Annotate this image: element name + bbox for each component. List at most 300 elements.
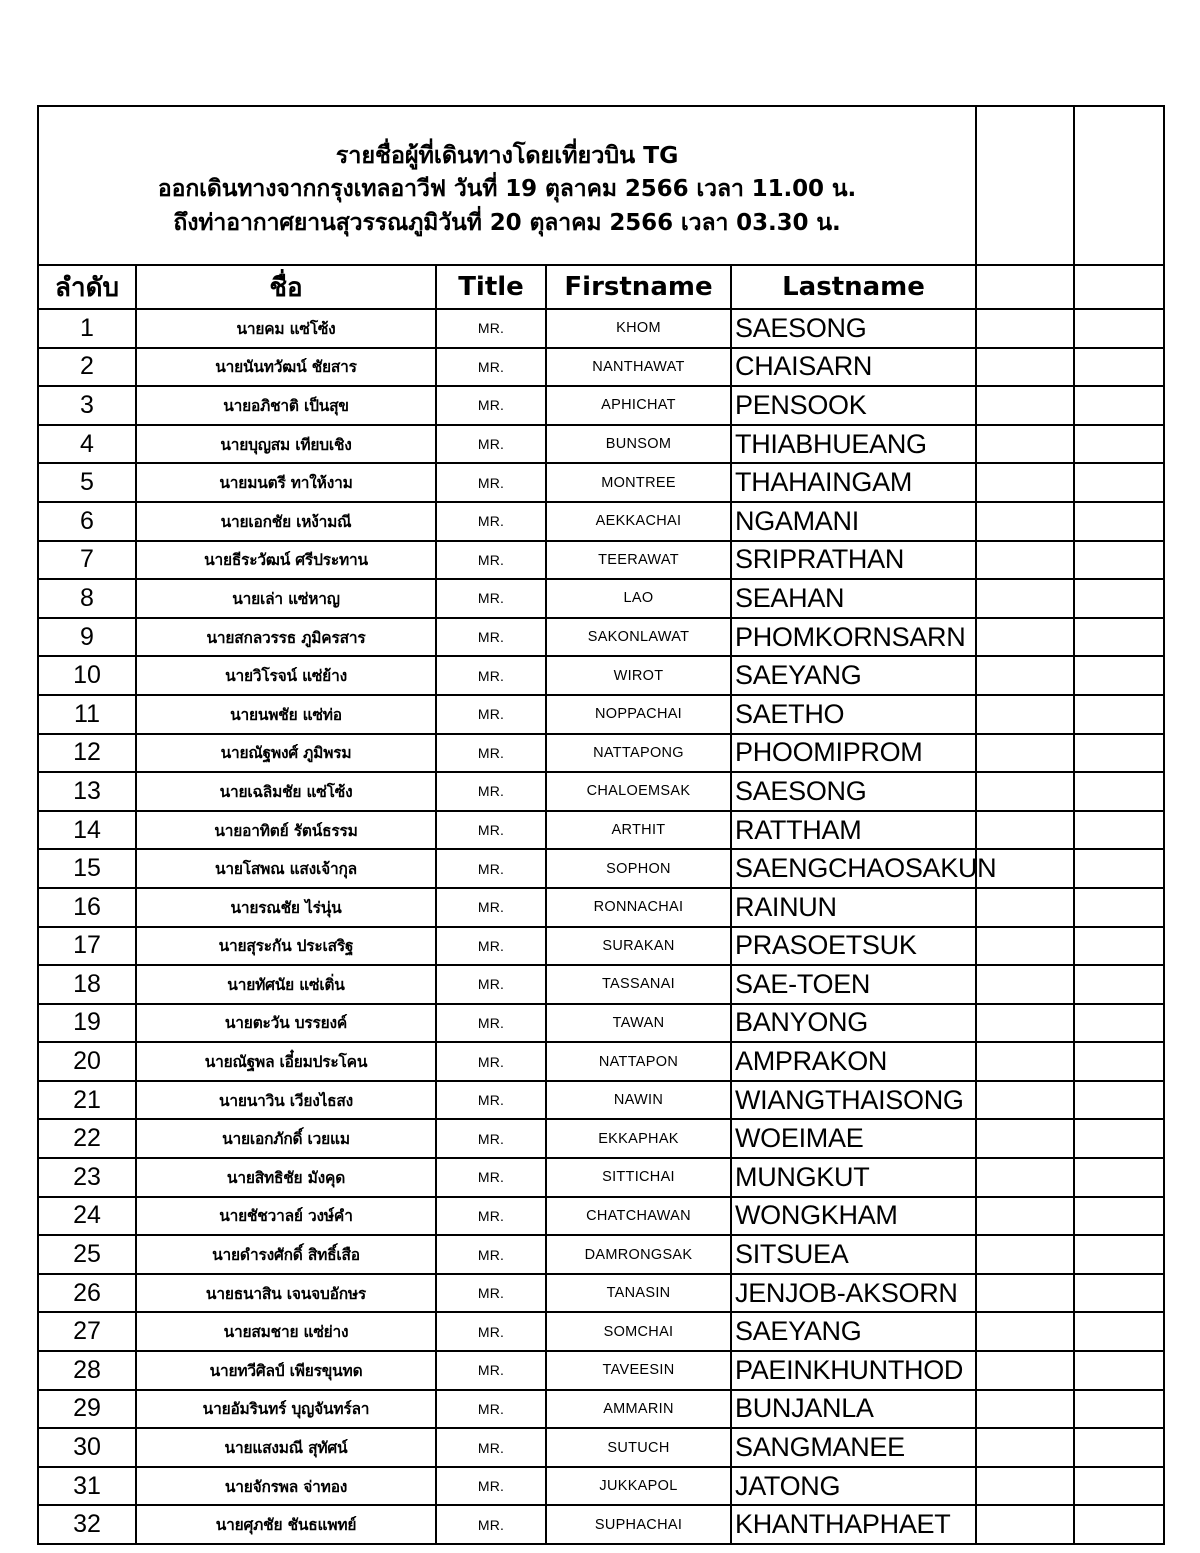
cell-firstname: SITTICHAI [546, 1158, 731, 1197]
cell-lastname [731, 425, 976, 464]
cell-extra-2 [1074, 1042, 1164, 1081]
cell-thai-name: นายโสพณ แสงเจ้ากุล [136, 849, 436, 888]
lastname-text: WIANGTHAISONG [735, 1084, 964, 1115]
cell-firstname: WIROT [546, 656, 731, 695]
cell-thai-name: นายจักรพล จ่าทอง [136, 1467, 436, 1506]
cell-lastname [731, 965, 976, 1004]
cell-firstname: NANTHAWAT [546, 348, 731, 387]
cell-thai-name: นายเอกภักดิ์ เวยแม [136, 1119, 436, 1158]
cell-title: MR. [436, 1042, 546, 1081]
cell-thai-name: นายคม แซ่โซ้ง [136, 309, 436, 348]
cell-firstname: TEERAWAT [546, 541, 731, 580]
cell-lastname [731, 1197, 976, 1236]
cell-extra-2 [1074, 541, 1164, 580]
table-row [38, 425, 1164, 464]
cell-extra-2 [1074, 1004, 1164, 1043]
cell-lastname [731, 1428, 976, 1467]
cell-extra-1 [976, 502, 1074, 541]
cell-extra-1 [976, 579, 1074, 618]
cell-extra-2 [1074, 463, 1164, 502]
title-row [38, 106, 1164, 265]
cell-firstname: ARTHIT [546, 811, 731, 850]
cell-firstname: EKKAPHAK [546, 1119, 731, 1158]
cell-extra-1 [976, 1119, 1074, 1158]
table-row [38, 1081, 1164, 1120]
column-header-extra-2 [1074, 265, 1164, 309]
cell-extra-2 [1074, 425, 1164, 464]
cell-thai-name: นายเอกชัย เหง้ามณี [136, 502, 436, 541]
cell-sequence: 21 [38, 1081, 136, 1120]
cell-extra-2 [1074, 309, 1164, 348]
table-row [38, 348, 1164, 387]
title-extra-cell-1 [976, 106, 1074, 265]
cell-lastname [731, 1081, 976, 1120]
cell-sequence: 20 [38, 1042, 136, 1081]
cell-title: MR. [436, 1312, 546, 1351]
cell-thai-name: นายมนตรี ทาให้งาม [136, 463, 436, 502]
document-title-block [38, 106, 976, 265]
cell-lastname [731, 1042, 976, 1081]
cell-sequence: 26 [38, 1274, 136, 1313]
lastname-text: SAEYANG [735, 660, 862, 691]
lastname-text: SANGMANEE [735, 1432, 905, 1463]
cell-extra-2 [1074, 927, 1164, 966]
cell-extra-1 [976, 1428, 1074, 1467]
lastname-text: RATTHAM [735, 814, 862, 845]
cell-extra-2 [1074, 1274, 1164, 1313]
cell-title: MR. [436, 579, 546, 618]
cell-thai-name: นายตะวัน บรรยงค์ [136, 1004, 436, 1043]
table-row [38, 656, 1164, 695]
lastname-text: SITSUEA [735, 1239, 849, 1270]
cell-extra-1 [976, 541, 1074, 580]
cell-extra-1 [976, 772, 1074, 811]
table-row [38, 1158, 1164, 1197]
cell-title: MR. [436, 1467, 546, 1506]
cell-firstname: RONNACHAI [546, 888, 731, 927]
lastname-text: RAINUN [735, 891, 837, 922]
cell-thai-name: นายดำรงศักดิ์ สิทธิ์เสือ [136, 1235, 436, 1274]
cell-lastname [731, 1274, 976, 1313]
lastname-text: SAESONG [735, 775, 867, 806]
cell-thai-name: นายอัมรินทร์ บุญจันทร์ลา [136, 1390, 436, 1429]
cell-title: MR. [436, 502, 546, 541]
passenger-manifest-table [37, 105, 1165, 1545]
cell-extra-2 [1074, 1390, 1164, 1429]
table-row [38, 1235, 1164, 1274]
cell-lastname [731, 1119, 976, 1158]
cell-sequence: 10 [38, 656, 136, 695]
cell-extra-1 [976, 927, 1074, 966]
cell-lastname [731, 1235, 976, 1274]
table-row [38, 965, 1164, 1004]
cell-sequence: 25 [38, 1235, 136, 1274]
cell-title: MR. [436, 618, 546, 657]
cell-thai-name: นายธีระวัฒน์ ศรีประทาน [136, 541, 436, 580]
cell-extra-1 [976, 1274, 1074, 1313]
table-row [38, 1274, 1164, 1313]
cell-extra-1 [976, 811, 1074, 850]
title-extra-cell-2 [1074, 106, 1164, 265]
cell-sequence: 23 [38, 1158, 136, 1197]
cell-lastname [731, 386, 976, 425]
cell-extra-2 [1074, 1197, 1164, 1236]
cell-lastname [731, 1505, 976, 1544]
cell-sequence: 1 [38, 309, 136, 348]
cell-lastname [731, 656, 976, 695]
cell-thai-name: นายบุญสม เทียบเชิง [136, 425, 436, 464]
cell-title: MR. [436, 309, 546, 348]
cell-extra-2 [1074, 656, 1164, 695]
cell-lastname [731, 849, 997, 888]
cell-extra-1 [976, 734, 1074, 773]
table-row [38, 734, 1164, 773]
cell-sequence: 2 [38, 348, 136, 387]
cell-thai-name: นายชัชวาลย์ วงษ์คำ [136, 1197, 436, 1236]
cell-lastname [731, 772, 976, 811]
cell-extra-1 [976, 309, 1074, 348]
cell-title: MR. [436, 541, 546, 580]
cell-title: MR. [436, 1081, 546, 1120]
table-row [38, 1312, 1164, 1351]
table-row [38, 1428, 1164, 1467]
cell-lastname [731, 695, 976, 734]
cell-sequence: 11 [38, 695, 136, 734]
cell-sequence: 9 [38, 618, 136, 657]
cell-extra-2 [1074, 811, 1164, 850]
cell-lastname [731, 811, 976, 850]
cell-sequence: 8 [38, 579, 136, 618]
cell-extra-2 [1074, 849, 1164, 888]
cell-sequence: 7 [38, 541, 136, 580]
cell-title: MR. [436, 772, 546, 811]
cell-thai-name: นายณัฐพล เอี๋ยมประโคน [136, 1042, 436, 1081]
cell-lastname [731, 1351, 976, 1390]
cell-thai-name: นายณัฐพงศ์ ภูมิพรม [136, 734, 436, 773]
cell-thai-name: นายอาทิตย์ รัตน์ธรรม [136, 811, 436, 850]
cell-extra-2 [1074, 1467, 1164, 1506]
table-row [38, 1119, 1164, 1158]
cell-lastname [731, 927, 976, 966]
cell-title: MR. [436, 348, 546, 387]
cell-lastname [731, 502, 976, 541]
cell-extra-1 [976, 965, 1074, 1004]
lastname-text: BUNJANLA [735, 1393, 874, 1424]
lastname-text: SAE-TOEN [735, 968, 871, 999]
cell-thai-name: นายนันทวัฒน์ ชัยสาร [136, 348, 436, 387]
lastname-text: SEAHAN [735, 582, 845, 613]
cell-extra-2 [1074, 1158, 1164, 1197]
cell-extra-2 [1074, 1235, 1164, 1274]
table-row [38, 502, 1164, 541]
lastname-text: KHANTHAPHAET [735, 1509, 951, 1540]
cell-thai-name: นายนาวิน เวียงไธสง [136, 1081, 436, 1120]
cell-lastname [731, 1004, 976, 1043]
cell-title: MR. [436, 734, 546, 773]
cell-lastname [731, 463, 976, 502]
cell-extra-1 [976, 1158, 1074, 1197]
table-row [38, 1351, 1164, 1390]
title-line-3: ถึงท่าอากาศยานสุวรรณภูมิวันที่ 20 ตุลาคม 2566 เวลา 03.30 น. [173, 209, 841, 236]
table-row [38, 1197, 1164, 1236]
cell-firstname: APHICHAT [546, 386, 731, 425]
lastname-text: SRIPRATHAN [735, 544, 905, 575]
cell-extra-1 [976, 1312, 1074, 1351]
cell-sequence: 12 [38, 734, 136, 773]
cell-firstname: SAKONLAWAT [546, 618, 731, 657]
cell-title: MR. [436, 386, 546, 425]
cell-firstname: AMMARIN [546, 1390, 731, 1429]
cell-firstname: DAMRONGSAK [546, 1235, 731, 1274]
cell-firstname: SOMCHAI [546, 1312, 731, 1351]
column-header-extra-1 [976, 265, 1074, 309]
title-line-2: ออกเดินทางจากกรุงเทลอาวีฟ วันที่ 19 ตุลาคม 2566 เวลา 11.00 น. [157, 175, 857, 202]
cell-title: MR. [436, 1158, 546, 1197]
table-row [38, 1042, 1164, 1081]
cell-lastname [731, 348, 976, 387]
cell-extra-1 [976, 888, 1074, 927]
cell-lastname [731, 309, 976, 348]
cell-thai-name: นายเฉลิมชัย แซ่โซ้ง [136, 772, 436, 811]
cell-extra-2 [1074, 386, 1164, 425]
cell-extra-1 [976, 1505, 1074, 1544]
cell-thai-name: นายสิทธิชัย มังคุด [136, 1158, 436, 1197]
cell-title: MR. [436, 1235, 546, 1274]
cell-title: MR. [436, 1004, 546, 1043]
column-header-row [38, 265, 1164, 309]
cell-extra-2 [1074, 734, 1164, 773]
cell-extra-1 [976, 1081, 1074, 1120]
cell-extra-2 [1074, 772, 1164, 811]
cell-lastname [731, 541, 976, 580]
cell-firstname: NOPPACHAI [546, 695, 731, 734]
lastname-text: SAESONG [735, 312, 867, 343]
cell-thai-name: นายสุระกัน ประเสริฐ [136, 927, 436, 966]
cell-extra-1 [976, 348, 1074, 387]
cell-extra-2 [1074, 1081, 1164, 1120]
cell-thai-name: นายธนาสิน เจนจบอักษร [136, 1274, 436, 1313]
cell-firstname: JUKKAPOL [546, 1467, 731, 1506]
cell-extra-2 [1074, 618, 1164, 657]
table-row [38, 927, 1164, 966]
cell-sequence: 5 [38, 463, 136, 502]
cell-firstname: TAVEESIN [546, 1351, 731, 1390]
cell-title: MR. [436, 849, 546, 888]
cell-extra-1 [976, 1004, 1074, 1043]
manifest-body [38, 106, 1164, 1544]
cell-title: MR. [436, 656, 546, 695]
cell-title: MR. [436, 1390, 546, 1429]
lastname-text: JENJOB-AKSORN [735, 1277, 958, 1308]
cell-extra-1 [976, 656, 1074, 695]
cell-extra-1 [976, 463, 1074, 502]
cell-title: MR. [436, 927, 546, 966]
cell-firstname: SURAKAN [546, 927, 731, 966]
table-row [38, 888, 1164, 927]
cell-sequence: 24 [38, 1197, 136, 1236]
cell-firstname: TAWAN [546, 1004, 731, 1043]
cell-extra-1 [976, 1390, 1074, 1429]
cell-title: MR. [436, 695, 546, 734]
cell-title: MR. [436, 1505, 546, 1544]
cell-title: MR. [436, 425, 546, 464]
cell-thai-name: นายทัศนัย แซ่เติ่น [136, 965, 436, 1004]
cell-sequence: 3 [38, 386, 136, 425]
column-header-thai-name: ชื่อ [136, 265, 436, 309]
table-row [38, 772, 1164, 811]
cell-lastname [731, 1467, 976, 1506]
lastname-text: PHOOMIPROM [735, 737, 923, 768]
cell-extra-1 [976, 386, 1074, 425]
cell-sequence: 28 [38, 1351, 136, 1390]
cell-extra-1 [976, 1467, 1074, 1506]
column-header-seq: ลำดับ [38, 265, 136, 309]
cell-firstname: NAWIN [546, 1081, 731, 1120]
lastname-text: WOEIMAE [735, 1123, 864, 1154]
cell-sequence: 18 [38, 965, 136, 1004]
cell-title: MR. [436, 888, 546, 927]
cell-firstname: TASSANAI [546, 965, 731, 1004]
cell-firstname: AEKKACHAI [546, 502, 731, 541]
column-header-lastname: Lastname [731, 265, 976, 309]
table-row [38, 695, 1164, 734]
cell-extra-2 [1074, 1119, 1164, 1158]
cell-extra-2 [1074, 1351, 1164, 1390]
cell-extra-2 [1074, 695, 1164, 734]
cell-thai-name: นายนพชัย แซ่ท่อ [136, 695, 436, 734]
cell-firstname: LAO [546, 579, 731, 618]
cell-title: MR. [436, 1351, 546, 1390]
table-row [38, 1467, 1164, 1506]
cell-sequence: 14 [38, 811, 136, 850]
lastname-text: THAHAINGAM [735, 467, 913, 498]
cell-thai-name: นายสมชาย แซ่ย่าง [136, 1312, 436, 1351]
table-row [38, 618, 1164, 657]
table-row [38, 386, 1164, 425]
cell-title: MR. [436, 1274, 546, 1313]
cell-title: MR. [436, 463, 546, 502]
cell-extra-2 [1074, 348, 1164, 387]
cell-extra-1 [976, 1197, 1074, 1236]
title-line-1: รายชื่อผู้ที่เดินทางโดยเที่ยวบิน TG [335, 140, 679, 169]
cell-sequence: 13 [38, 772, 136, 811]
lastname-text: SAEYANG [735, 1316, 862, 1347]
cell-extra-1 [976, 695, 1074, 734]
cell-firstname: CHALOEMSAK [546, 772, 731, 811]
cell-sequence: 30 [38, 1428, 136, 1467]
cell-extra-2 [1074, 502, 1164, 541]
lastname-text: SAETHO [735, 698, 845, 729]
cell-extra-2 [1074, 1505, 1164, 1544]
table-row [38, 1505, 1164, 1544]
cell-firstname: CHATCHAWAN [546, 1197, 731, 1236]
table-row [38, 541, 1164, 580]
cell-lastname [731, 1312, 976, 1351]
cell-sequence: 29 [38, 1390, 136, 1429]
cell-thai-name: นายรณชัย ไร่นุ่น [136, 888, 436, 927]
cell-sequence: 16 [38, 888, 136, 927]
cell-sequence: 31 [38, 1467, 136, 1506]
cell-extra-1 [976, 618, 1074, 657]
cell-lastname [731, 1390, 976, 1429]
cell-firstname: SUTUCH [546, 1428, 731, 1467]
cell-extra-2 [1074, 579, 1164, 618]
cell-firstname: NATTAPON [546, 1042, 731, 1081]
cell-extra-2 [1074, 965, 1164, 1004]
cell-firstname: NATTAPONG [546, 734, 731, 773]
lastname-text: MUNGKUT [735, 1161, 870, 1192]
lastname-text: CHAISARN [735, 351, 873, 382]
cell-thai-name: นายอภิชาติ เป็นสุข [136, 386, 436, 425]
cell-sequence: 4 [38, 425, 136, 464]
cell-firstname: SOPHON [546, 849, 731, 888]
cell-title: MR. [436, 1119, 546, 1158]
cell-firstname: BUNSOM [546, 425, 731, 464]
lastname-text: NGAMANI [735, 505, 859, 536]
cell-lastname [731, 888, 976, 927]
cell-extra-2 [1074, 888, 1164, 927]
cell-firstname: SUPHACHAI [546, 1505, 731, 1544]
lastname-text: SAENGCHAOSAKUN [735, 853, 997, 884]
cell-thai-name: นายศุภชัย ชันธแพทย์ [136, 1505, 436, 1544]
table-row [38, 579, 1164, 618]
cell-title: MR. [436, 1197, 546, 1236]
cell-lastname [731, 1158, 976, 1197]
cell-lastname [731, 618, 976, 657]
table-row [38, 463, 1164, 502]
table-row [38, 1004, 1164, 1043]
cell-sequence: 17 [38, 927, 136, 966]
table-row [38, 1390, 1164, 1429]
cell-title: MR. [436, 965, 546, 1004]
lastname-text: BANYONG [735, 1007, 868, 1038]
cell-firstname: TANASIN [546, 1274, 731, 1313]
cell-sequence: 22 [38, 1119, 136, 1158]
lastname-text: PENSOOK [735, 389, 867, 420]
lastname-text: WONGKHAM [735, 1200, 898, 1231]
cell-extra-1 [976, 425, 1074, 464]
cell-title: MR. [436, 1428, 546, 1467]
cell-extra-2 [1074, 1312, 1164, 1351]
cell-extra-1 [976, 1042, 1074, 1081]
cell-thai-name: นายวิโรจน์ แซ่ย้าง [136, 656, 436, 695]
cell-firstname: KHOM [546, 309, 731, 348]
lastname-text: JATONG [735, 1470, 841, 1501]
cell-sequence: 15 [38, 849, 136, 888]
cell-thai-name: นายสกลวรรธ ภูมิครสาร [136, 618, 436, 657]
column-header-firstname: Firstname [546, 265, 731, 309]
lastname-text: THIABHUEANG [735, 428, 927, 459]
cell-sequence: 19 [38, 1004, 136, 1043]
lastname-text: PAEINKHUNTHOD [735, 1354, 964, 1385]
column-header-title: Title [436, 265, 546, 309]
cell-extra-2 [1074, 1428, 1164, 1467]
cell-thai-name: นายแสงมณี สุทัศน์ [136, 1428, 436, 1467]
cell-firstname: MONTREE [546, 463, 731, 502]
cell-extra-1 [976, 1351, 1074, 1390]
cell-lastname [731, 734, 976, 773]
lastname-text: PRASOETSUK [735, 930, 917, 961]
cell-thai-name: นายเล่า แซ่หาญ [136, 579, 436, 618]
lastname-text: AMPRAKON [735, 1046, 888, 1077]
table-row [38, 849, 1164, 888]
cell-sequence: 27 [38, 1312, 136, 1351]
cell-sequence: 32 [38, 1505, 136, 1544]
lastname-text: PHOMKORNSARN [735, 621, 966, 652]
cell-thai-name: นายทวีศิลป์ เพียรขุนทด [136, 1351, 436, 1390]
cell-extra-1 [976, 1235, 1074, 1274]
table-row [38, 811, 1164, 850]
